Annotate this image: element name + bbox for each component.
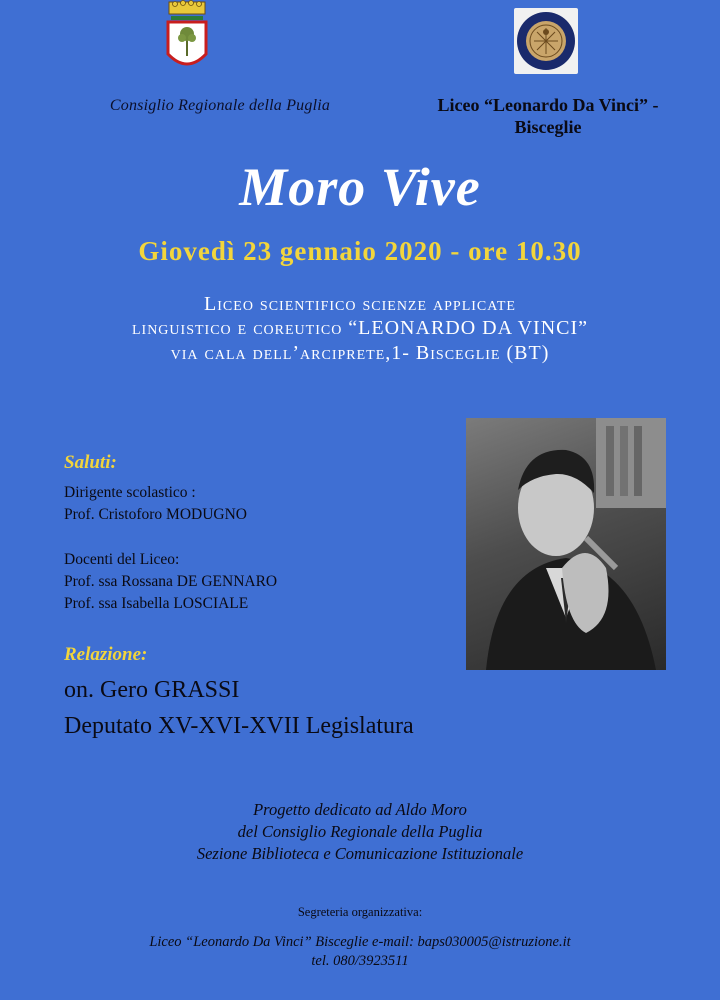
segreteria-label: Segreteria organizzativa: <box>297 905 423 919</box>
venue-line: Liceo scientifico scienze applicate <box>204 293 516 315</box>
project-line: Progetto dedicato ad Aldo Moro <box>253 800 467 819</box>
contact-phone-line: tel. 080/3923511 <box>311 953 409 969</box>
docente-name: Prof. ssa Isabella LOSCIALE <box>64 595 249 612</box>
saluti-heading: Saluti: <box>64 452 117 473</box>
speaker-name: on. Gero GRASSI <box>64 677 240 703</box>
school-name-line2: Bisceglie <box>514 117 582 137</box>
aldo-moro-portrait-photo <box>466 418 666 670</box>
school-name <box>388 94 708 138</box>
speaker-role: Deputato XV-XVI-XVII Legislatura <box>64 713 414 739</box>
school-name-line1: Liceo “Leonardo Da Vinci” - <box>437 95 659 115</box>
region-name: Consiglio Regionale della Puglia <box>109 97 331 114</box>
venue-line: linguistico e coreutico “LEONARDO DA VINCI” <box>131 317 589 339</box>
docente-name: Prof. ssa Rossana DE GENNARO <box>64 573 278 590</box>
regione-puglia-crest <box>162 0 212 74</box>
event-title: Moro Vive <box>239 157 481 217</box>
dirigente-role: Dirigente scolastico : <box>64 484 196 501</box>
docenti-role: Docenti del Liceo: <box>64 551 180 568</box>
contact-email-line: Liceo “Leonardo Da Vinci” Bisceglie e-mail: baps030005@istruzione.it <box>149 934 571 950</box>
project-line: del Consiglio Regionale della Puglia <box>237 822 483 841</box>
relazione-heading: Relazione: <box>64 644 148 665</box>
project-line: Sezione Biblioteca e Comunicazione Istituzionale <box>196 844 524 863</box>
event-date: Giovedì 23 gennaio 2020 - ore 10.30 <box>138 236 582 266</box>
venue-address: via cala dell’arciprete,1- Bisceglie (BT) <box>170 342 550 364</box>
dirigente-name: Prof. Cristoforo MODUGNO <box>64 506 247 523</box>
liceo-seal-logo <box>514 8 578 74</box>
